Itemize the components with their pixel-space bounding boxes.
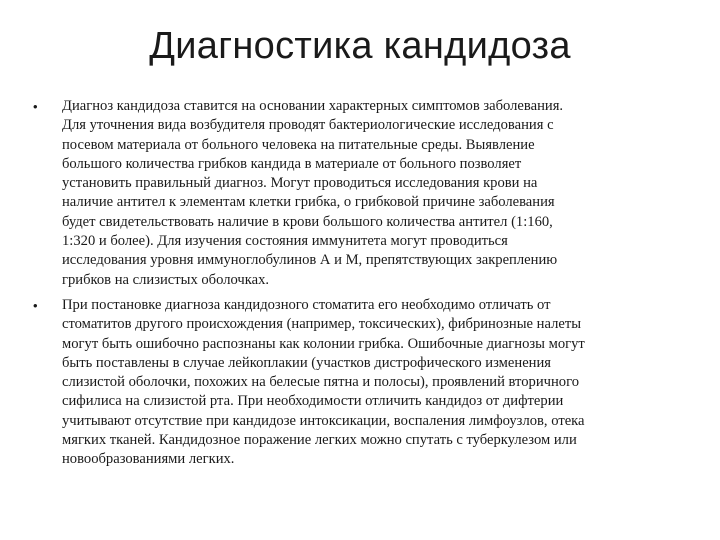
text-line: мягких тканей. Кандидозное поражение легких можно спутать с туберкулезом или [62, 432, 577, 449]
text-line: Для уточнения вида возбудителя проводят бактериологические исследования с [62, 117, 554, 134]
text-line: При постановке диагноза кандидозного стоматита его необходимо отличать от [62, 296, 551, 313]
bullet-item-diagnosis [30, 97, 680, 290]
text-line: стоматитов другого происхождения (например, токсических), фибринозные налеты [62, 316, 582, 333]
text-line: сифилиса на слизистой рта. При необходимости отличить кандидоз от дифтерии [62, 393, 564, 410]
text-line: слизистой оболочки, похожих на белесые пятна и полосы), проявлений вторичного [62, 374, 580, 391]
text-line: исследования уровня иммуноглобулинов А и М, препятствующих закреплению [62, 252, 558, 269]
text-line: могут быть ошибочно распознаны как колонии грибка. Ошибочные диагнозы могут [62, 335, 585, 352]
text-line: Диагноз кандидоза ставится на основании характерных симптомов заболевания. [62, 98, 564, 114]
text-line: учитывают отсутствие при кандидозе интоксикации, воспаления лимфоузлов, отека [62, 412, 585, 429]
bullet-list [30, 97, 680, 476]
text-line: установить правильный диагноз. Могут проводиться исследования крови на [62, 175, 538, 192]
bullet-marker: • [33, 297, 38, 313]
text-line: посевом материала от больного человека на питательные среды. Выявление [62, 136, 535, 153]
text-line: 1:320 и более). Для изучения состояния иммунитета могут проводиться [62, 233, 508, 250]
bullet-text [62, 296, 680, 470]
bullet-text [62, 97, 680, 290]
text-line: наличие антител к элементам клетки грибка, о грибковой причине заболевания [62, 194, 555, 211]
text-line: большого количества грибков кандида в материале от больного позволяет [62, 155, 522, 172]
bullet-marker: • [33, 99, 38, 114]
bullet-item-differential [30, 296, 680, 470]
text-line: новообразованиями легких. [62, 451, 235, 468]
slide-title: Диагностика кандидоза [149, 25, 571, 67]
text-line: грибков на слизистых оболочках. [62, 271, 270, 288]
text-line: будет свидетельствовать наличие в крови большого количества антител (1:160, [62, 213, 553, 230]
text-line: быть поставлены в случае лейкоплакии (участков дистрофического изменения [62, 354, 552, 371]
